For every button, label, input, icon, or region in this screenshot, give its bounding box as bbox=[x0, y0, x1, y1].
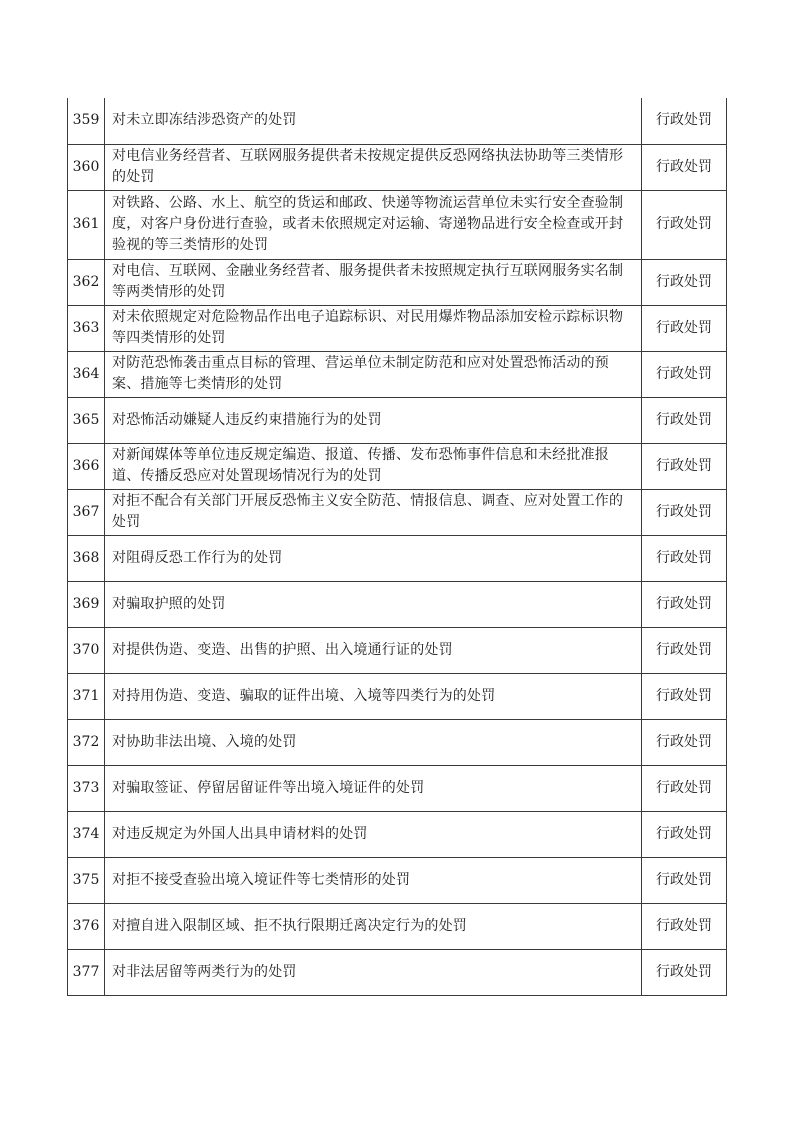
table-row bbox=[68, 949, 727, 995]
row-item-text: 对骗取签证、停留居留证件等出境入境证件的处罚 bbox=[105, 765, 642, 811]
row-item-text: 对铁路、公路、水上、航空的货运和邮政、快递等物流运营单位未实行安全查验制度，对客户身份进行查验，或者未依照规定对运输、寄递物品进行安全检查或开封验视的等三类情形的处罚 bbox=[105, 190, 642, 259]
row-item-text: 对非法居留等两类行为的处罚 bbox=[105, 949, 642, 995]
table-row bbox=[68, 673, 727, 719]
row-item-text: 对拒不接受查验出境入境证件等七类情形的处罚 bbox=[105, 857, 642, 903]
row-number: 368 bbox=[68, 535, 105, 581]
table-row bbox=[68, 351, 727, 397]
row-item-text: 对违反规定为外国人出具申请材料的处罚 bbox=[105, 811, 642, 857]
row-number: 364 bbox=[68, 351, 105, 397]
row-type: 行政处罚 bbox=[642, 535, 727, 581]
row-number: 377 bbox=[68, 949, 105, 995]
row-number: 366 bbox=[68, 443, 105, 489]
table-row bbox=[68, 903, 727, 949]
row-type: 行政处罚 bbox=[642, 673, 727, 719]
table-row bbox=[68, 190, 727, 259]
row-number: 374 bbox=[68, 811, 105, 857]
table-row bbox=[68, 489, 727, 535]
row-number: 360 bbox=[68, 144, 105, 190]
row-item-text: 对未依照规定对危险物品作出电子追踪标识、对民用爆炸物品添加安检示踪标识物等四类情形的处罚 bbox=[105, 305, 642, 351]
table-row bbox=[68, 719, 727, 765]
row-item-text: 对拒不配合有关部门开展反恐怖主义安全防范、情报信息、调查、应对处置工作的处罚 bbox=[105, 489, 642, 535]
row-number: 369 bbox=[68, 581, 105, 627]
table-row bbox=[68, 397, 727, 443]
table-row bbox=[68, 98, 727, 144]
row-item-text: 对协助非法出境、入境的处罚 bbox=[105, 719, 642, 765]
row-item-text: 对防范恐怖袭击重点目标的管理、营运单位未制定防范和应对处置恐怖活动的预案、措施等七类情形的处罚 bbox=[105, 351, 642, 397]
row-number: 362 bbox=[68, 259, 105, 305]
row-number: 372 bbox=[68, 719, 105, 765]
row-number: 359 bbox=[68, 98, 105, 144]
table-row bbox=[68, 627, 727, 673]
row-item-text: 对擅自进入限制区域、拒不执行限期迁离决定行为的处罚 bbox=[105, 903, 642, 949]
row-item-text: 对恐怖活动嫌疑人违反约束措施行为的处罚 bbox=[105, 397, 642, 443]
row-type: 行政处罚 bbox=[642, 811, 727, 857]
row-type: 行政处罚 bbox=[642, 305, 727, 351]
row-type: 行政处罚 bbox=[642, 627, 727, 673]
row-type: 行政处罚 bbox=[642, 144, 727, 190]
table-row bbox=[68, 765, 727, 811]
table-row bbox=[68, 144, 727, 190]
row-type: 行政处罚 bbox=[642, 903, 727, 949]
row-number: 365 bbox=[68, 397, 105, 443]
table-row bbox=[68, 857, 727, 903]
row-item-text: 对未立即冻结涉恐资产的处罚 bbox=[105, 98, 642, 144]
row-type: 行政处罚 bbox=[642, 351, 727, 397]
table-row bbox=[68, 811, 727, 857]
row-type: 行政处罚 bbox=[642, 765, 727, 811]
row-item-text: 对骗取护照的处罚 bbox=[105, 581, 642, 627]
row-type: 行政处罚 bbox=[642, 857, 727, 903]
row-number: 375 bbox=[68, 857, 105, 903]
row-type: 行政处罚 bbox=[642, 397, 727, 443]
table-row bbox=[68, 305, 727, 351]
row-type: 行政处罚 bbox=[642, 949, 727, 995]
row-number: 370 bbox=[68, 627, 105, 673]
row-type: 行政处罚 bbox=[642, 719, 727, 765]
row-item-text: 对电信、互联网、金融业务经营者、服务提供者未按照规定执行互联网服务实名制等两类情形的处罚 bbox=[105, 259, 642, 305]
row-number: 373 bbox=[68, 765, 105, 811]
row-number: 361 bbox=[68, 190, 105, 259]
row-type: 行政处罚 bbox=[642, 489, 727, 535]
row-number: 367 bbox=[68, 489, 105, 535]
table-row bbox=[68, 259, 727, 305]
row-item-text: 对新闻媒体等单位违反规定编造、报道、传播、发布恐怖事件信息和未经批准报道、传播反恐应对处置现场情况行为的处罚 bbox=[105, 443, 642, 489]
row-item-text: 对提供伪造、变造、出售的护照、出入境通行证的处罚 bbox=[105, 627, 642, 673]
row-item-text: 对持用伪造、变造、骗取的证件出境、入境等四类行为的处罚 bbox=[105, 673, 642, 719]
table-body bbox=[68, 98, 727, 995]
penalty-table bbox=[67, 98, 727, 996]
row-type: 行政处罚 bbox=[642, 443, 727, 489]
row-type: 行政处罚 bbox=[642, 190, 727, 259]
table-row bbox=[68, 443, 727, 489]
row-type: 行政处罚 bbox=[642, 98, 727, 144]
row-type: 行政处罚 bbox=[642, 259, 727, 305]
row-number: 371 bbox=[68, 673, 105, 719]
row-number: 363 bbox=[68, 305, 105, 351]
row-type: 行政处罚 bbox=[642, 581, 727, 627]
row-number: 376 bbox=[68, 903, 105, 949]
table-row bbox=[68, 535, 727, 581]
row-item-text: 对电信业务经营者、互联网服务提供者未按规定提供反恐网络执法协助等三类情形的处罚 bbox=[105, 144, 642, 190]
table-row bbox=[68, 581, 727, 627]
row-item-text: 对阻碍反恐工作行为的处罚 bbox=[105, 535, 642, 581]
